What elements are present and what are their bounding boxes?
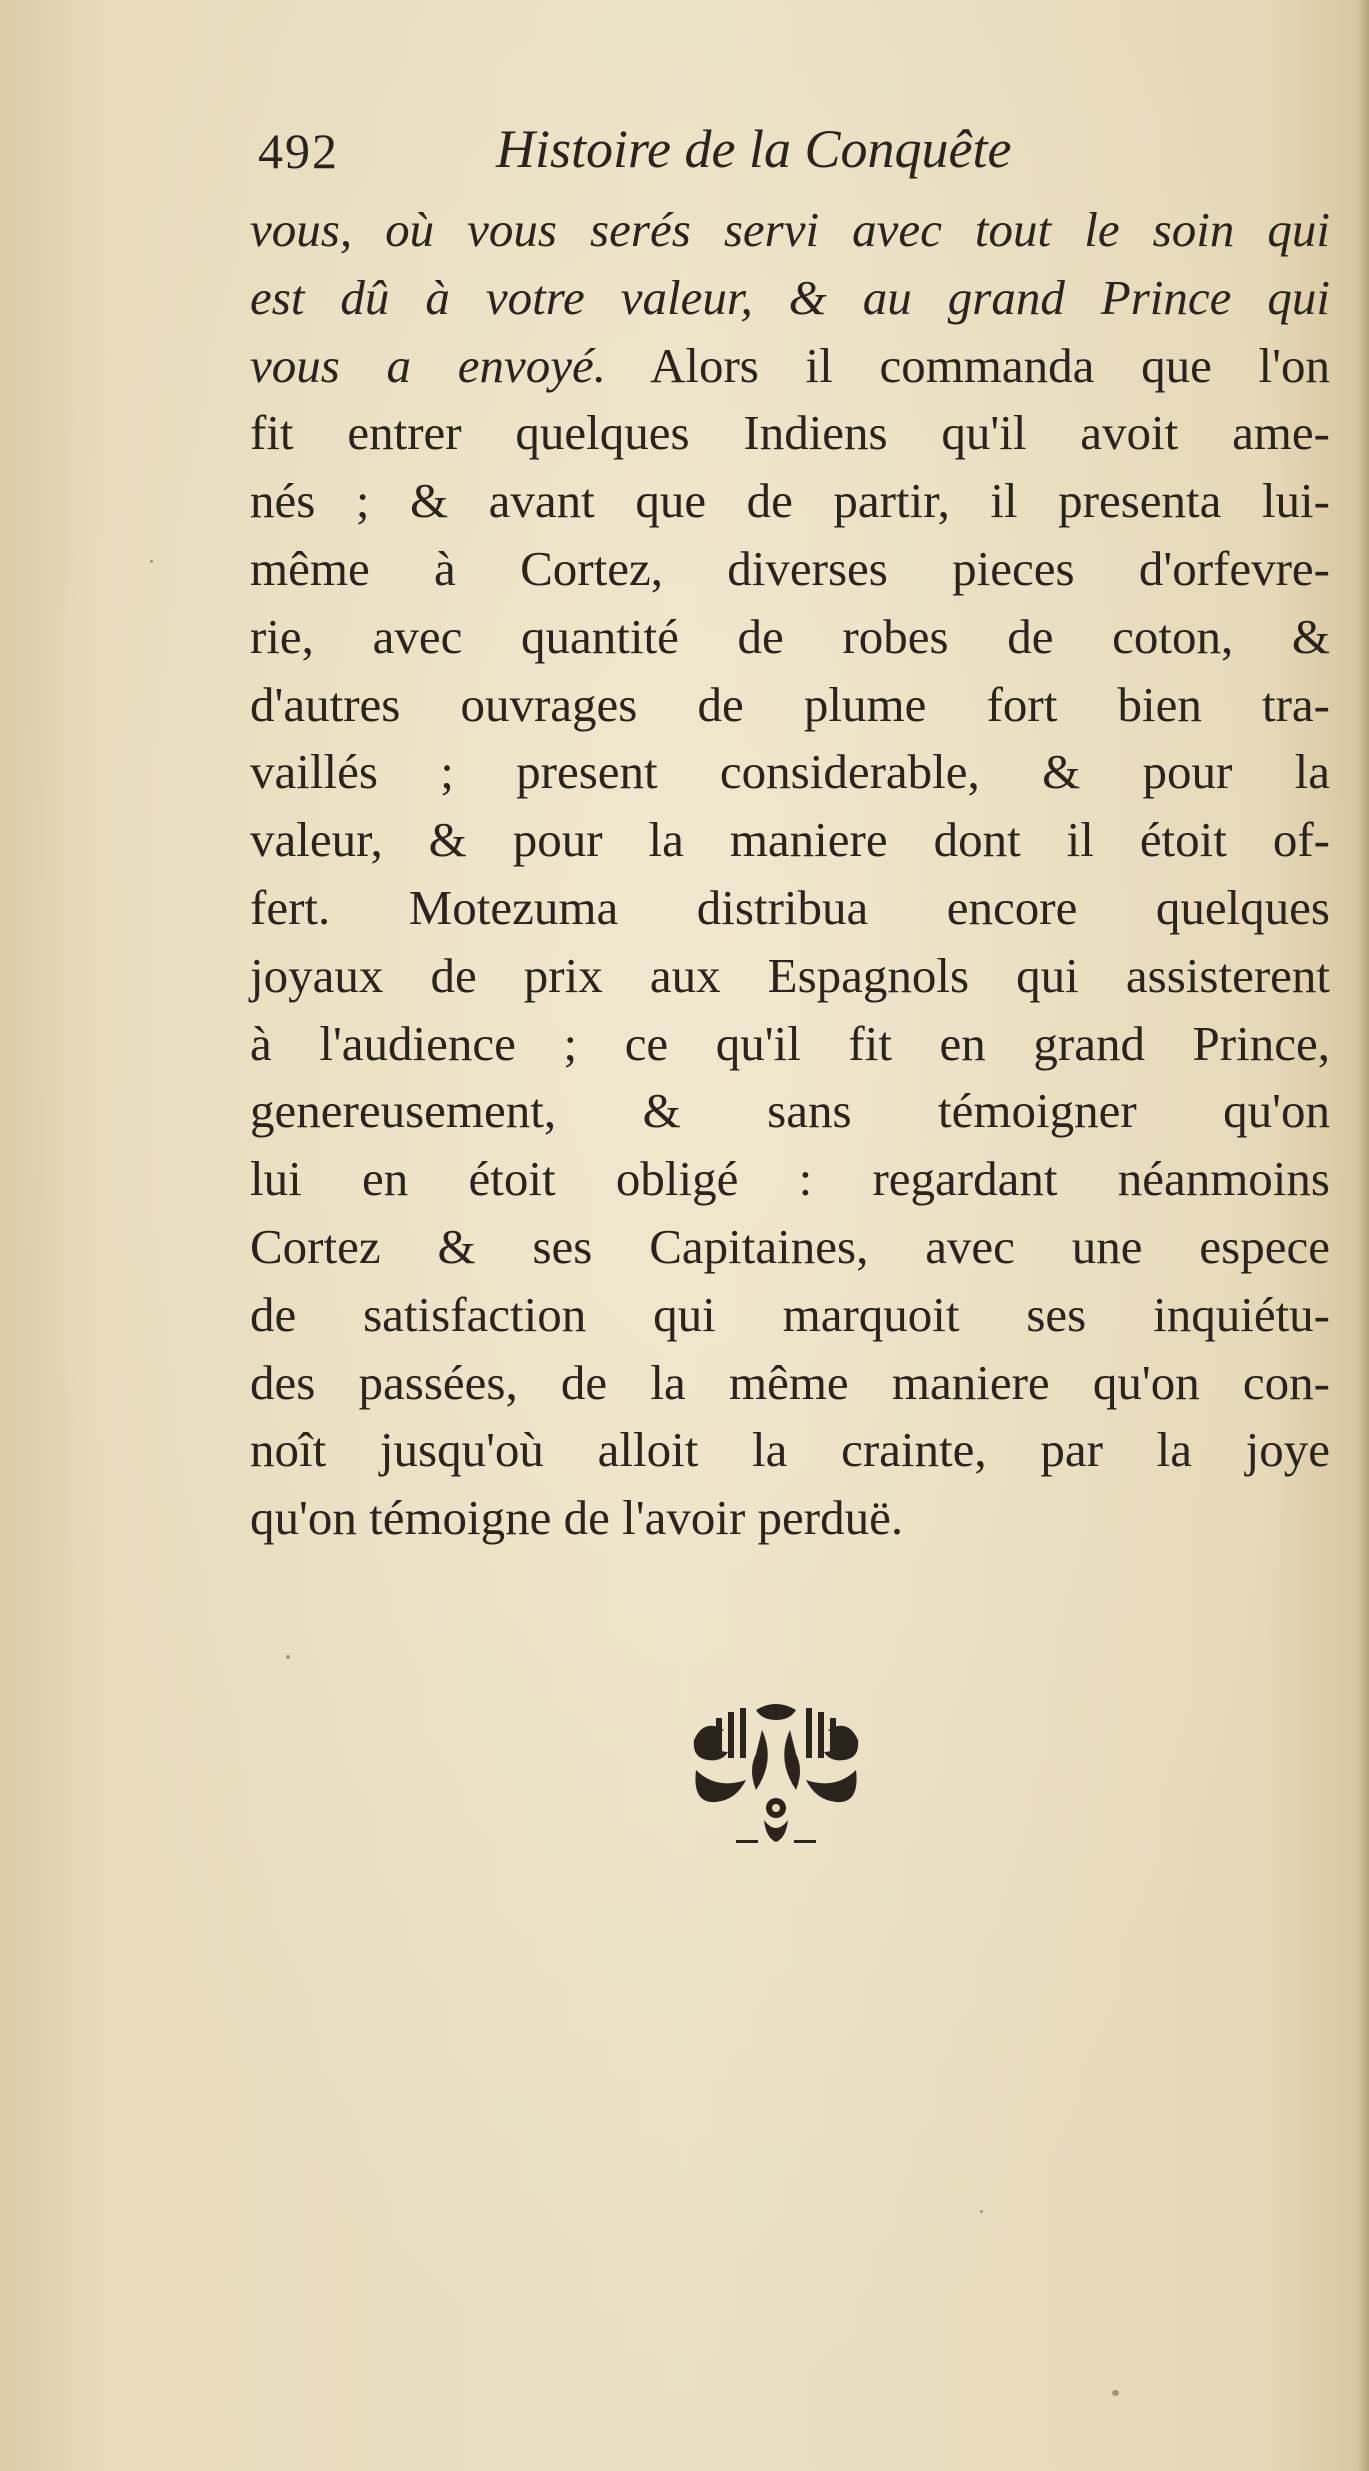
page-edge-shadow [1357,0,1369,2471]
text-line [250,1010,1330,1078]
text-run: noît jusqu'où alloit la crainte, par la joye [250,1422,1330,1478]
text-line [250,1145,1330,1213]
paper-speck [150,560,153,563]
text-line [250,874,1330,942]
text-line [250,1416,1330,1484]
text-line [250,1484,1330,1552]
text-line [250,738,1330,806]
text-run: des passées, de la même maniere qu'on con- [250,1354,1330,1410]
text-line [250,1281,1330,1349]
text-line [250,399,1330,467]
running-title: Histoire de la Conquête [496,119,1012,179]
printers-ornament-icon [676,1700,876,1850]
text-run: fit entrer quelques Indiens qu'il avoit ame- [250,405,1330,461]
text-run: joyaux de prix aux Espagnols qui assisterent [250,947,1330,1003]
text-line [250,603,1330,671]
text-line [250,196,1330,264]
text-line [250,671,1330,739]
text-line [250,264,1330,332]
body-text [250,196,1330,1552]
text-run: de satisfaction qui marquoit ses inquiétu- [250,1286,1330,1342]
text-line [250,806,1330,874]
text-run: lui en étoit obligé : regardant néanmoins [250,1151,1330,1207]
text-run: d'autres ouvrages de plume fort bien tra- [250,676,1330,732]
italic-text-run: est dû à votre valeur, & au grand Prince qui [250,269,1330,325]
page-number: 492 [258,123,339,179]
text-line [250,332,1330,400]
page-header [258,112,1338,192]
text-run: Cortez & ses Capitaines, avec une espece [250,1218,1330,1274]
text-run: à l'audience ; ce qu'il fit en grand Prince, [250,1015,1330,1071]
text-run: genereusement, & sans témoigner qu'on [250,1083,1330,1139]
text-run: même à Cortez, diverses pieces d'orfevre- [250,540,1330,596]
text-run: nés ; & avant que de partir, il presenta lui- [250,473,1330,529]
text-line [250,1077,1330,1145]
italic-text-run: vous a envoyé. [250,337,606,393]
text-run: rie, avec quantité de robes de coton, & [250,608,1330,664]
italic-text-run: vous, où vous serés servi avec tout le soin qui [250,202,1330,257]
text-line [250,467,1330,535]
text-line [250,535,1330,603]
text-line [250,1349,1330,1417]
text-line [250,1213,1330,1281]
text-run: qu'on témoigne de l'avoir perduë. [250,1490,904,1546]
text-run: valeur, & pour la maniere dont il étoit of- [250,812,1330,868]
text-run: fert. Motezuma distribua encore quelques [250,879,1330,935]
text-line [250,942,1330,1010]
paper-speck [980,2210,983,2213]
paper-speck [286,1655,290,1659]
text-run: Alors il commanda que l'on [605,337,1330,393]
text-run: vaillés ; present considerable, & pour la [250,744,1330,800]
paper-speck [1112,2390,1119,2396]
